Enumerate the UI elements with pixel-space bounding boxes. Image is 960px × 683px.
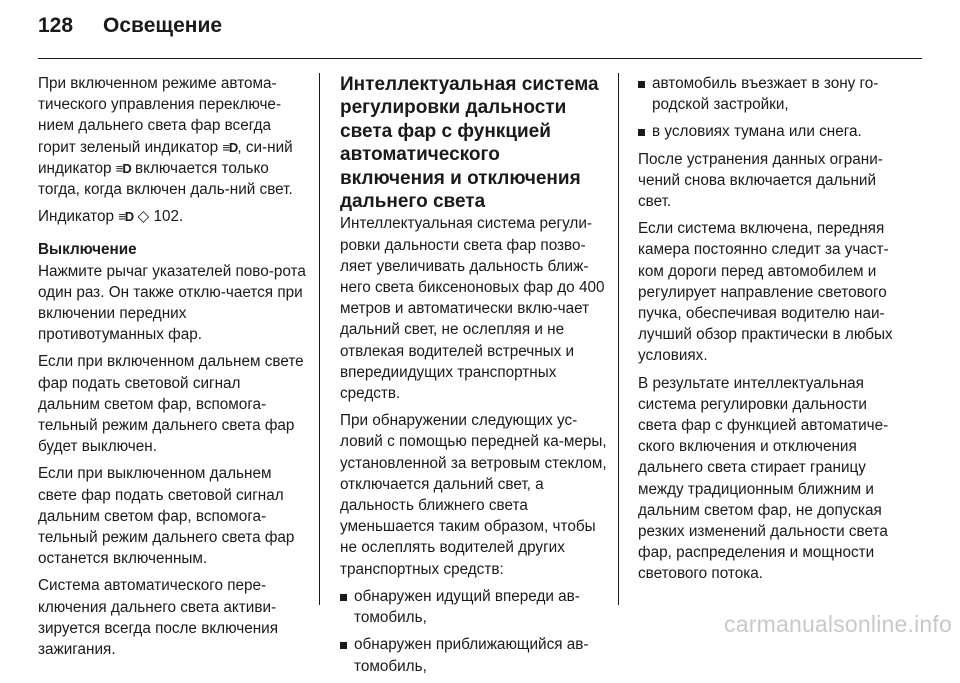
bullet-square-icon bbox=[638, 121, 652, 142]
high-beam-indicator-icon: ≡D bbox=[222, 139, 238, 155]
bullet-square-icon bbox=[340, 586, 354, 628]
column-divider bbox=[618, 73, 619, 605]
page-reference-icon: ◇ bbox=[137, 208, 150, 226]
list-item: в условиях тумана или снега. bbox=[638, 121, 906, 142]
paragraph-camera: Если система включена, передняя камера постоянно следит за участ-ком дороги перед автомобилем и регулирует направление светового пучка, обеспечивая водителю наи-лучший обзор практически в любых условиях. bbox=[638, 220, 893, 365]
header-rule bbox=[38, 58, 922, 59]
section-heading: Интеллектуальная система регулировки дальности света фар с функцией автоматического включения и отключения дальнего света bbox=[340, 74, 599, 213]
paragraph-conditions: При обнаружении следующих ус-ловий с помощью передней ка-меры, установленной за ветровым стеклом, отключается дальний свет, а дальность ближнего света уменьшается таким образом, чтобы не ослеплять водителей других транспортных средств: bbox=[340, 412, 607, 578]
bullet-square-icon bbox=[340, 634, 354, 676]
column-2 bbox=[340, 73, 608, 683]
paragraph-intro: Интеллектуальная система регули-ровки дальности света фар позво-ляет увеличивать дальность ближ-него света биксеноновых фар до 400 метров и автоматически вклю-чает дальний свет, не ослепляя и не отвлекая водителей встречных и впередиидущих транспортных средств. bbox=[340, 215, 605, 403]
high-beam-indicator-icon: ≡D bbox=[118, 209, 134, 225]
high-beam-indicator-icon: ≡D bbox=[115, 160, 131, 176]
list-item: обнаружен идущий впереди ав-томобиль, bbox=[340, 586, 608, 628]
paragraph-off: Нажмите рычаг указателей пово-рота один раз. Он также отклю-чается при включении передних противотуманных фар. bbox=[38, 262, 306, 344]
page-number: 128 bbox=[38, 14, 74, 37]
subheading-off: Выключение bbox=[38, 241, 137, 259]
paragraph-result: В результате интеллектуальная система регулировки дальности света фар с функцией автоматиче-ского включения и отключения дальнего света стирает границу между традиционным ближним и дальним светом фар, не допуская резких изменений дальности света фар, распределения и мощности светового потока. bbox=[638, 374, 889, 583]
section-title: Освещение bbox=[103, 14, 223, 37]
list-item: обнаружен приближающийся ав-томобиль, bbox=[340, 634, 608, 676]
paragraph-auto-mode: При включенном режиме автома-тического управления переключе-нием дальнего света фар всегда горит зеленый индикатор ≡D, си-ний индикатор ≡D включается только тогда, когда включен даль-ний свет. bbox=[38, 75, 293, 199]
paragraph-indicator-ref: Индикатор ≡D ◇ 102. bbox=[38, 206, 306, 227]
paragraph-restore: После устранения данных ограни-чений снова включается дальний свет. bbox=[638, 150, 883, 211]
column-3 bbox=[638, 73, 906, 591]
page-header bbox=[38, 14, 222, 50]
paragraph-flash-off: Если при выключенном дальнем свете фар подать световой сигнал дальним светом фар, вспомога-тельный режим дальнего света фар останется включенным. bbox=[38, 465, 295, 568]
paragraph-activation: Система автоматического пере-ключения дальнего света активи-зируется всегда после включения зажигания. bbox=[38, 577, 278, 659]
paragraph-flash-on: Если при включенном дальнем свете фар подать световой сигнал дальним светом фар, вспомога-тельный режим дальнего света фар будет выключен. bbox=[38, 353, 304, 456]
column-divider bbox=[319, 73, 320, 605]
column-1 bbox=[38, 73, 306, 666]
bullet-square-icon bbox=[638, 73, 652, 115]
watermark: carmanualsonline.info bbox=[724, 611, 952, 637]
list-item: автомобиль въезжает в зону го-родской застройки, bbox=[638, 73, 906, 115]
